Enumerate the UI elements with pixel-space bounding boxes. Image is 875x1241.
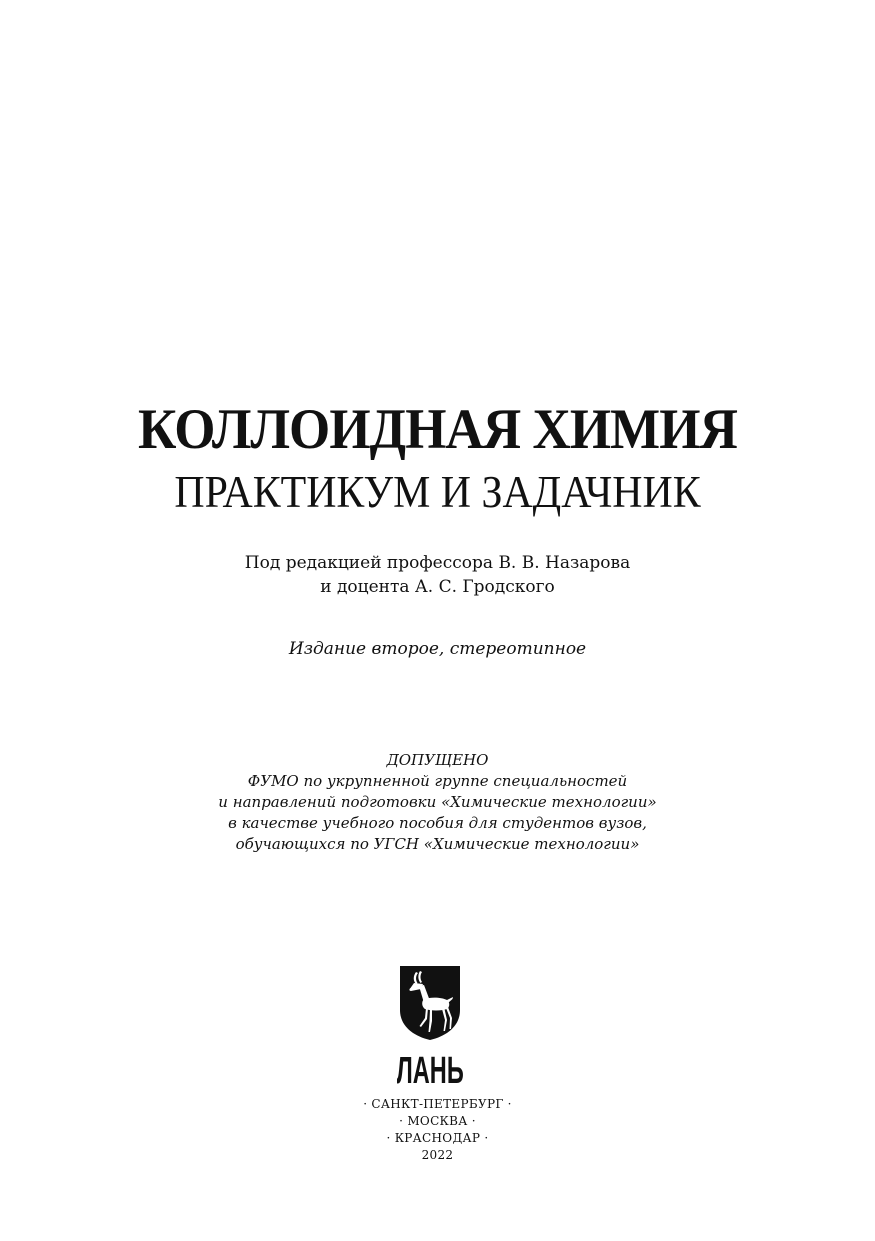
deer-shield-icon (397, 964, 463, 1090)
edition-note: Издание второе, стереотипное (288, 639, 587, 659)
editors-line: и доцента А. С. Гродского (320, 577, 555, 597)
publication-year: 2022 (421, 1148, 454, 1162)
book-subtitle: ПРАКТИКУМ И ЗАДАЧНИК (174, 467, 701, 517)
approval-line: ФУМО по укрупненной группе специальностей (247, 772, 628, 790)
city-line: · САНКТ-ПЕТЕРБУРГ · (363, 1097, 512, 1111)
publisher-cities (0, 1096, 875, 1164)
editors-line: Под редакцией профессора В. В. Назарова (244, 553, 631, 573)
approval-block (0, 750, 875, 855)
publisher-logo (397, 964, 463, 1090)
approval-line: обучающихся по УГСН «Химические технологии» (235, 835, 640, 853)
editors-block (0, 551, 875, 599)
city-line: · КРАСНОДАР · (386, 1131, 489, 1145)
book-title: КОЛЛОИДНАЯ ХИМИЯ (138, 398, 737, 461)
approval-line: в качестве учебного пособия для студентов вузов, (228, 814, 647, 832)
approval-line: и направлений подготовки «Химические технологии» (218, 793, 657, 811)
approval-line: ДОПУЩЕНО (386, 751, 489, 769)
city-line: · МОСКВА · (399, 1114, 476, 1128)
publisher-name: ЛАНЬ (397, 1048, 463, 1090)
